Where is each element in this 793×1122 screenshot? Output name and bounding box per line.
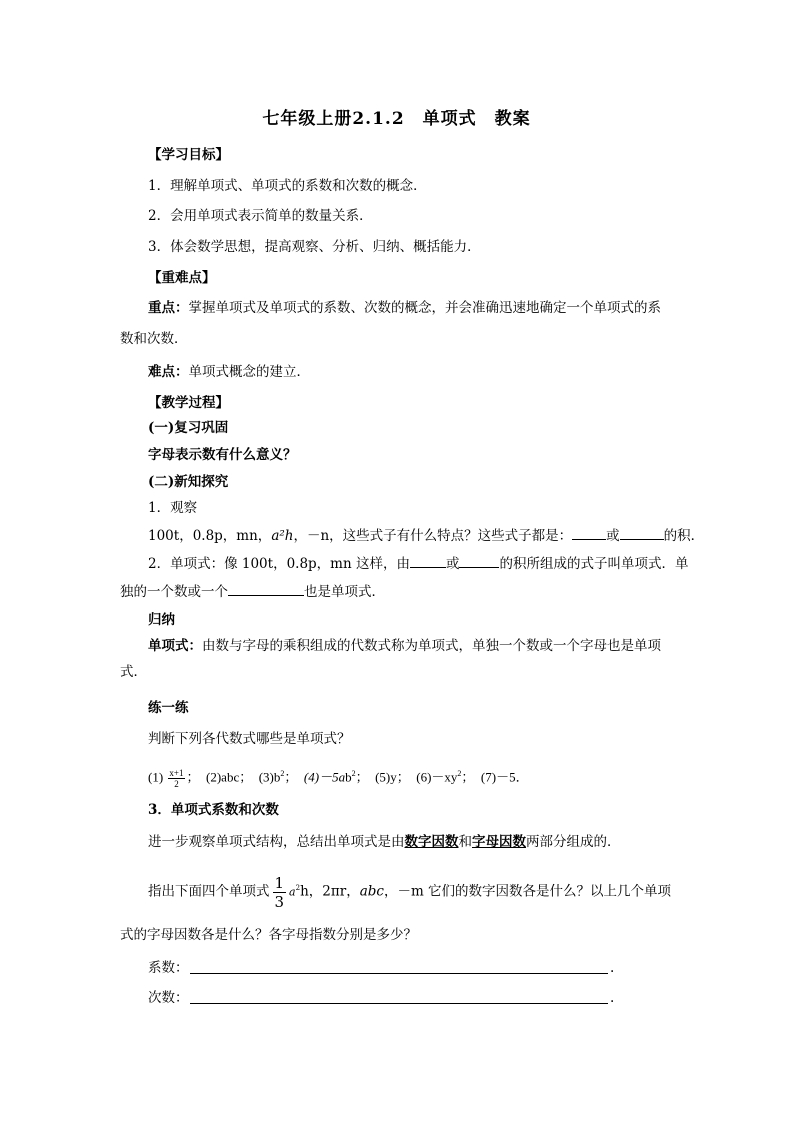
page-title: 七年级上册2.1.2 单项式 教案 — [262, 109, 531, 129]
subheading-explore: (二)新知探究 — [148, 474, 229, 490]
practice-question: 判断下列各代数式哪些是单项式？ — [148, 731, 351, 747]
key-point-label: 重点： — [148, 300, 189, 316]
coefficient-question-continuation: 式的字母因数各是什么？各字母指数分别是多少？ — [120, 927, 417, 943]
section-heading-process: 【教学过程】 — [148, 395, 229, 411]
observe-expressions-line: 100t，0.8p，mn，a²h，－n，这些式子有什么特点？这些式子都是： 或 的积． — [148, 525, 704, 546]
degree-answer-label: 次数： — [148, 990, 189, 1006]
blank — [228, 581, 304, 596]
key-point-text: 掌握单项式及单项式的系数、次数的概念，并会准确迅速地确定一个单项式的系 — [188, 300, 661, 316]
blank — [410, 553, 446, 568]
definition-prompt-continuation: 独的一个数或一个 也是单项式． — [120, 581, 385, 602]
coefficient-question: 指出下面四个单项式 $\frac{1}{3}$ $a^2h$，2πr，abc，－m 它们的数字因数各是什么？以上几个单项 — [148, 873, 672, 911]
difficulty-line — [148, 362, 310, 382]
coefficient-answer-line[interactable] — [190, 972, 608, 974]
blank — [459, 553, 499, 568]
period: . — [610, 960, 615, 976]
summary-heading: 归纳 — [148, 612, 175, 628]
review-question: 字母表示数有什么意义？ — [148, 447, 297, 463]
objective-item: 2．会用单项式表示简单的数量关系． — [148, 208, 373, 224]
practice-heading: 练一练 — [148, 700, 189, 716]
period: . — [610, 990, 615, 1006]
coefficient-intro: 进一步观察单项式结构，总结出单项式是由数字因数和字母因数两部分组成的． — [148, 834, 621, 850]
coefficient-answer-label: 系数： — [148, 960, 189, 976]
objective-item: 1．理解单项式、单项式的系数和次数的概念． — [148, 178, 427, 194]
key-point-line — [148, 298, 661, 318]
summary-definition: 单项式：由数与字母的乘积组成的代数式称为单项式，单独一个数或一个字母也是单项 — [148, 638, 661, 654]
blank — [620, 525, 664, 540]
summary-continuation: 式． — [120, 664, 147, 680]
blank — [572, 525, 606, 540]
fraction: $\frac{x+1}{2}$ — [169, 767, 184, 789]
objective-item: 3．体会数学思想，提高观察、分析、归纳、概括能力． — [148, 239, 481, 255]
coefficient-heading: 3．单项式系数和次数 — [148, 802, 279, 818]
observe-label: 1．观察 — [148, 500, 198, 516]
section-heading-key-points: 【重难点】 — [148, 270, 216, 286]
difficulty-text: 单项式概念的建立． — [188, 364, 310, 380]
difficulty-label: 难点： — [148, 364, 189, 380]
definition-prompt-line: 2．单项式：像 100t，0.8p，mn 这样，由 或 的积所组成的式子叫单项式．单 — [148, 553, 688, 574]
practice-items: (1) $\frac{x+1}{2}$ ； (2)abc； $(3)b^2$； $(4)-5ab^2$； (5)y； $(6)-xy^2$； (7)－5． — [148, 767, 529, 789]
degree-answer-line[interactable] — [190, 1002, 608, 1004]
key-point-continuation: 数和次数． — [120, 331, 188, 347]
section-heading-objectives: 【学习目标】 — [148, 147, 229, 163]
fraction: $\frac{1}{3}$ — [274, 873, 285, 911]
subheading-review: (一)复习巩固 — [148, 420, 229, 436]
